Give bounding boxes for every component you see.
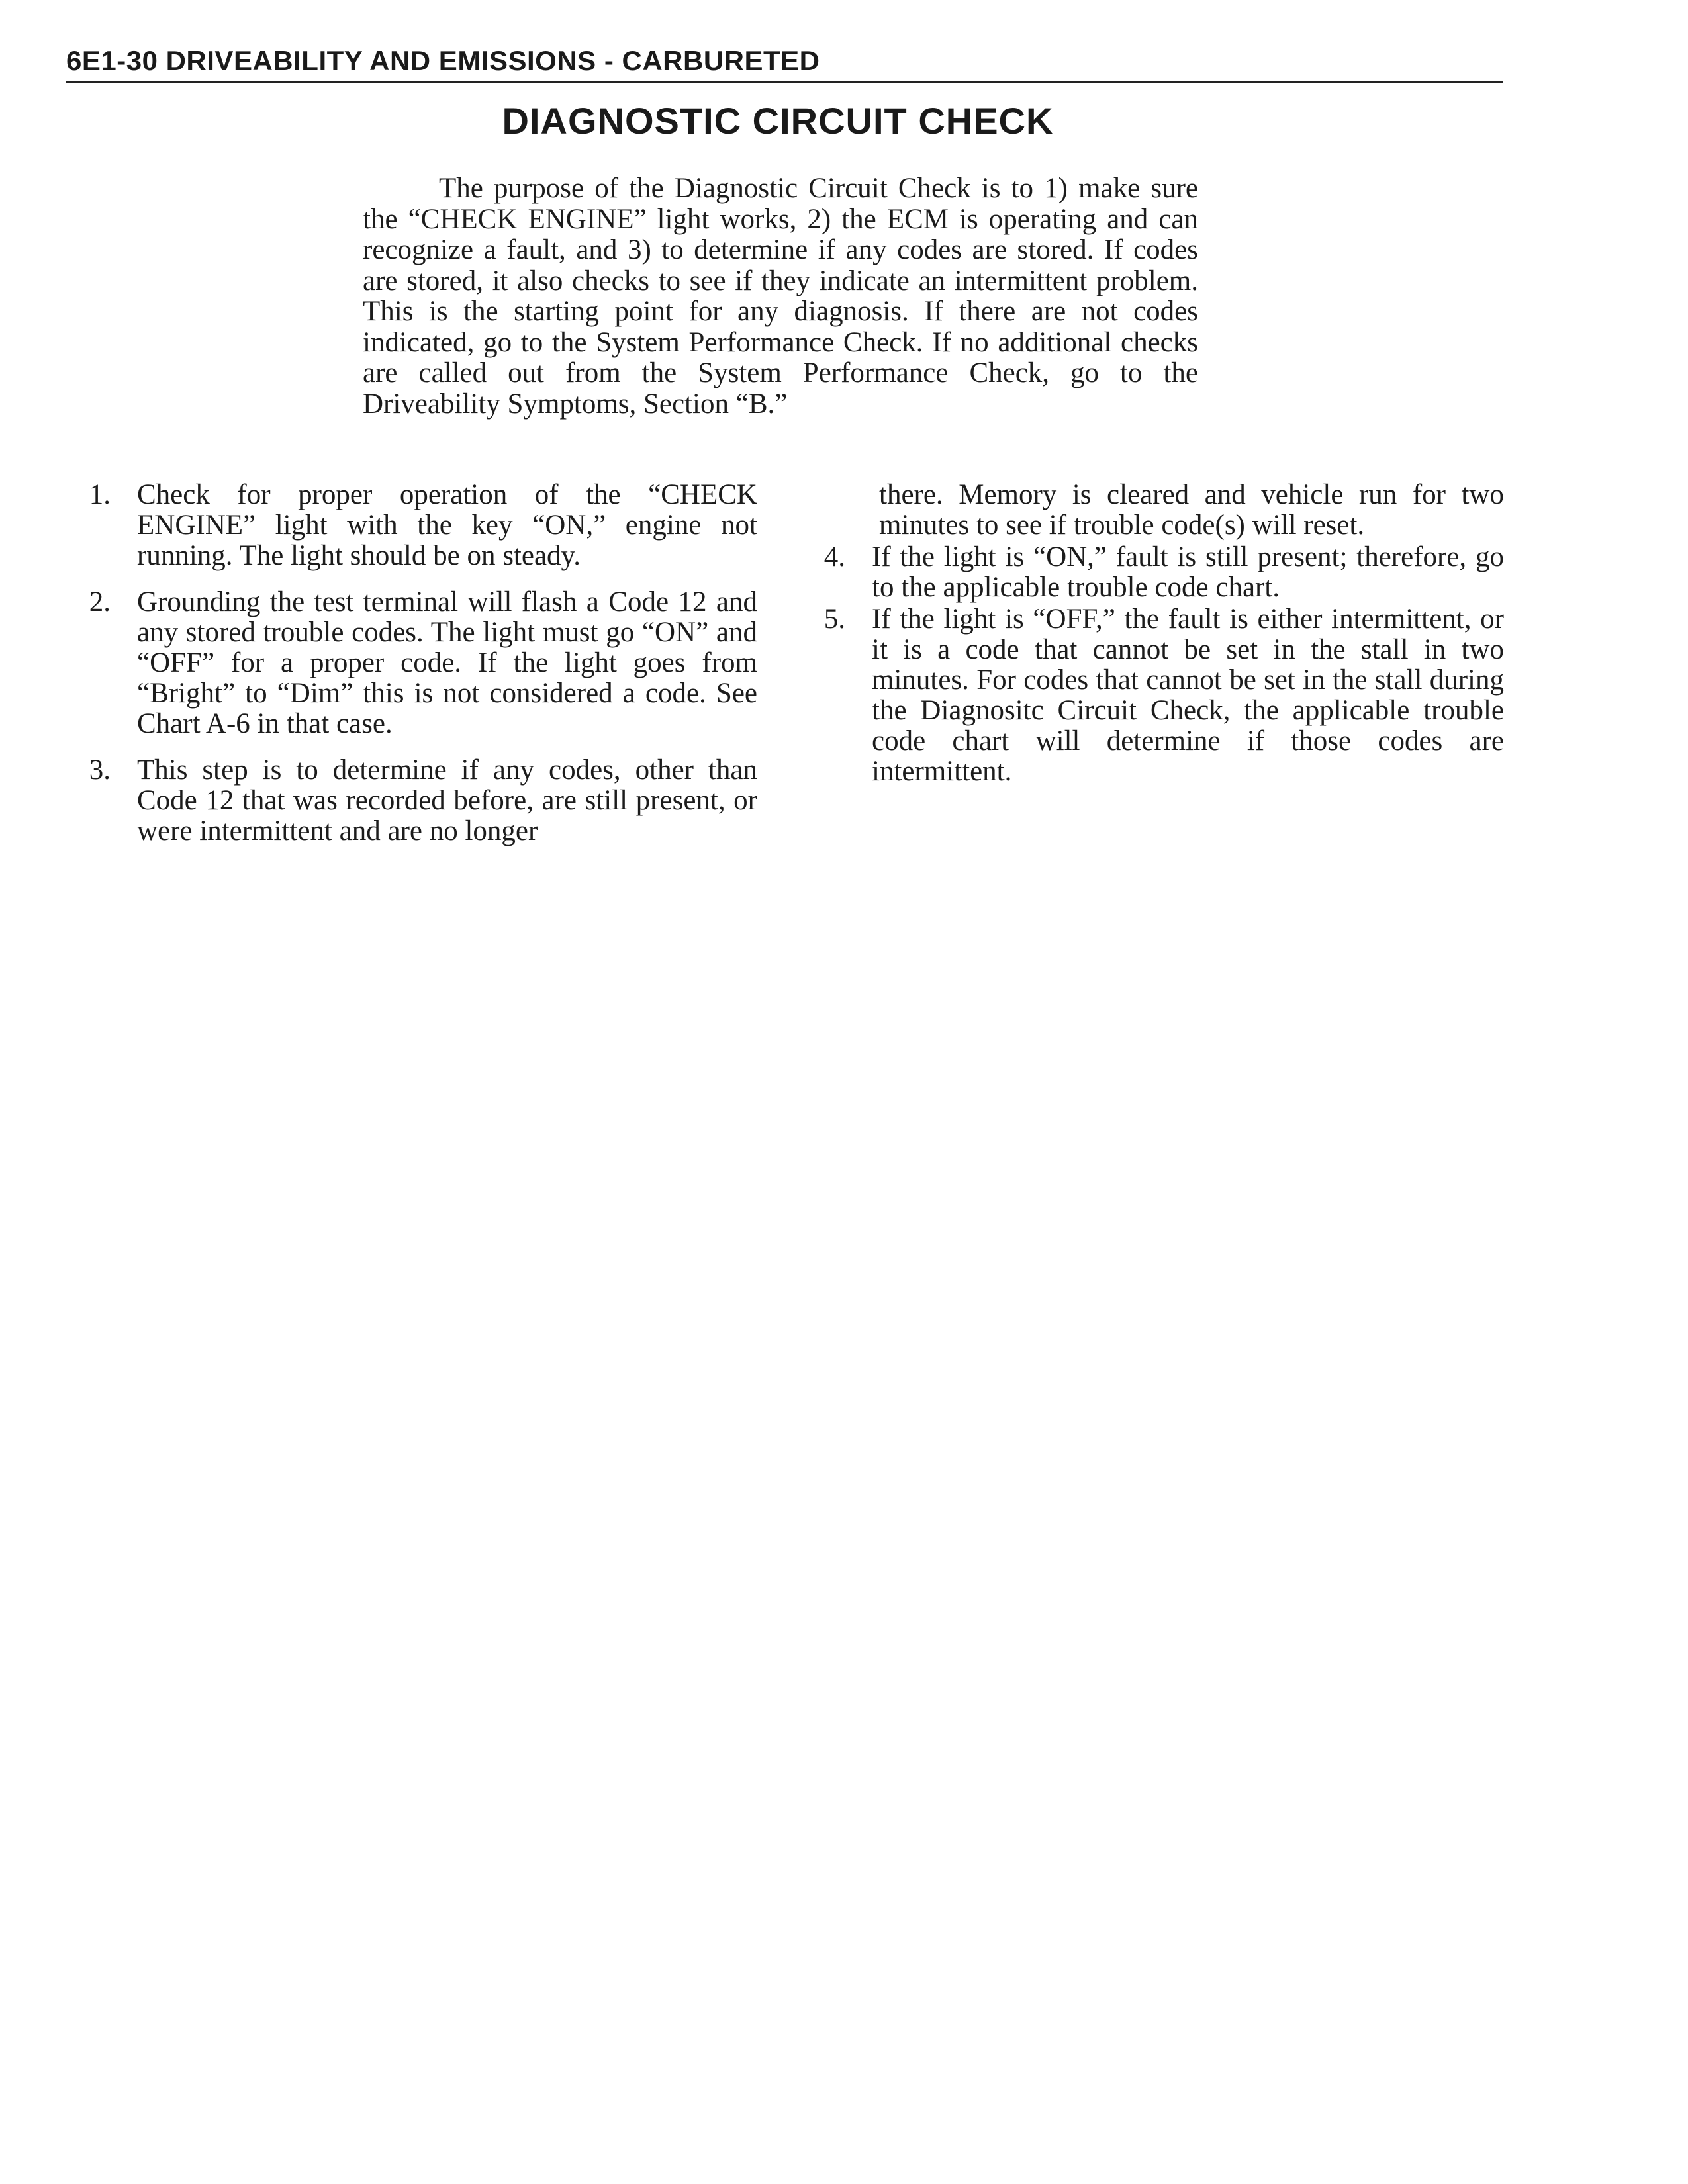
step-item-5 — [801, 604, 1504, 787]
step-item-3 — [66, 755, 757, 846]
running-header — [66, 41, 1503, 83]
step-item-1 — [66, 480, 757, 571]
left-column — [66, 480, 757, 862]
intro-paragraph: The purpose of the Diagnostic Circuit Check is to 1) make sure the “CHECK ENGINE” light works, 2) the ECM is operating and can recognize a fault, and 3) to determine if any codes are stored. If codes are stored, it also checks to see if they indicate an intermittent problem. This is the starting point for any diagnosis. If there are not codes indicated, go to the System Performance Check. If no additional checks are called out from the System Performance Check, go to the Driveability Symptoms, Section “B.” — [363, 173, 1198, 420]
step-number: 5. — [823, 604, 845, 635]
step-3-continued: there. Memory is cleared and vehicle run for two minutes to see if trouble code(s) will reset. — [879, 479, 1504, 541]
right-column — [801, 480, 1504, 803]
running-head-text: 6E1-30 DRIVEABILITY AND EMISSIONS - CARBURETED — [66, 45, 820, 76]
step-number: 3. — [89, 754, 111, 786]
step-item-2 — [66, 587, 757, 739]
step-number: 1. — [89, 479, 111, 510]
page-title: DIAGNOSTIC CIRCUIT CHECK — [502, 100, 1054, 142]
step-number: 2. — [89, 586, 111, 617]
step-text: Grounding the test terminal will flash a Code 12 and any stored trouble codes. The light must go “ON” and “OFF” for a proper code. If the light goes from “Bright” to “Dim” this is not considered a code. See Chart A-6 in that case. — [137, 586, 757, 739]
step-text: This step is to determine if any codes, other than Code 12 that was recorded before, are still present, or were intermittent and are no longer — [137, 754, 757, 846]
step-text: If the light is “OFF,” the fault is either intermittent, or it is a code that cannot be set in the stall in two minutes. For codes that cannot be set in the stall during the Diagnositc Circuit Check, the applicable trouble code chart will determine if those codes are intermittent. — [872, 604, 1504, 787]
step-item-4 — [801, 542, 1504, 603]
step-text: If the light is “ON,” fault is still present; therefore, go to the applicable trouble code chart. — [872, 541, 1504, 603]
step-number: 4. — [823, 541, 845, 572]
step-text: Check for proper operation of the “CHECK ENGINE” light with the key “ON,” engine not running. The light should be on steady. — [137, 479, 757, 571]
